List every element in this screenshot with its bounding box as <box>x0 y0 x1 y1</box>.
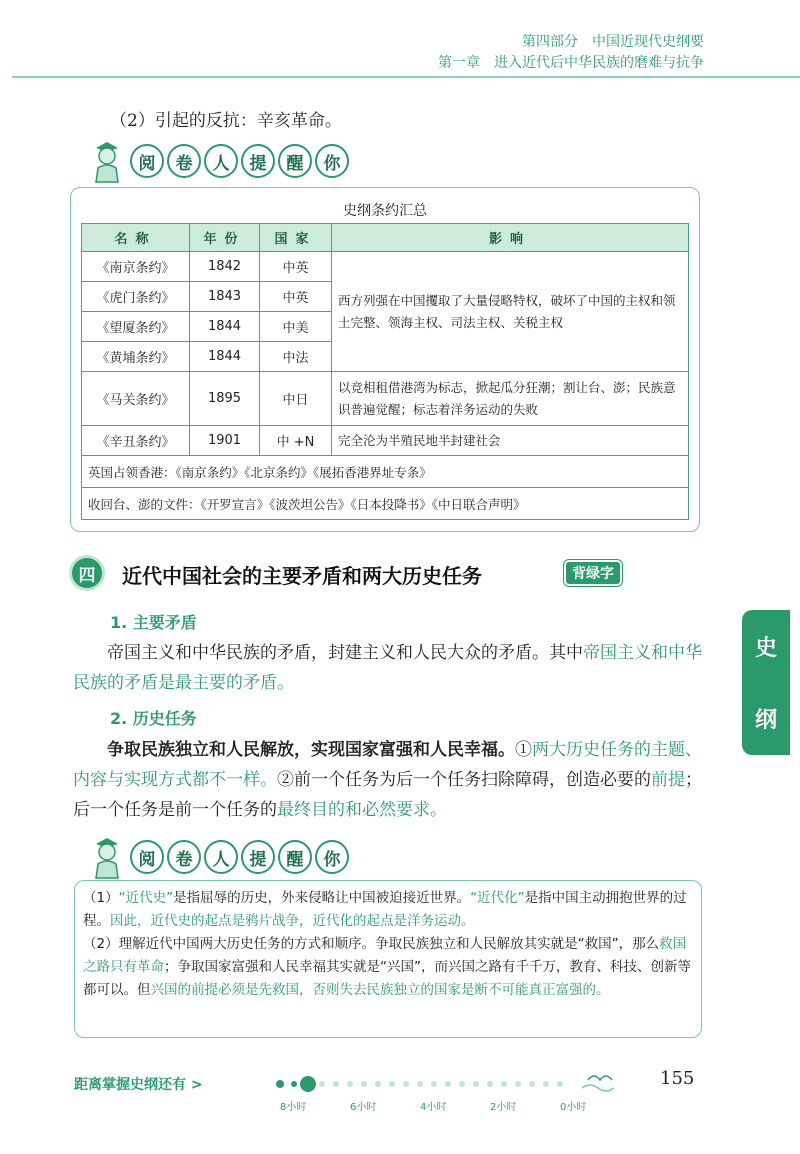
highlight-text: “近代史” <box>118 890 174 906</box>
reminder-char: 阅 <box>130 144 164 178</box>
progress-dot <box>487 1081 493 1087</box>
section-title: 近代中国社会的主要矛盾和两大历史任务 <box>122 564 482 588</box>
treaty-year: 1842 <box>190 252 260 282</box>
note-text: 是指中国主动拥抱世界的过程。 <box>83 890 687 929</box>
subject-side-tab <box>742 610 790 755</box>
treaty-year: 1901 <box>190 426 260 456</box>
highlight-text: 前提 <box>651 770 685 790</box>
treaty-country: 中 +N <box>260 426 332 456</box>
highlight-text: 因此，近代史的起点是鸦片战争，近代化的起点是洋务运动。 <box>110 913 475 929</box>
highlight-text: 帝国主义和中华民族的矛盾是最主要的矛盾。 <box>73 643 702 693</box>
reminder-char: 醒 <box>278 840 312 874</box>
progress-dot <box>515 1081 521 1087</box>
progress-dot <box>347 1081 353 1087</box>
paragraph-text: ②前一个任务为后一个任务扫除障碍，创造必要的 <box>277 770 651 790</box>
treaty-name: 《马关条约》 <box>82 372 190 426</box>
paragraph-text: 帝国主义和中华民族的矛盾，封建主义和人民大众的矛盾。其中 <box>107 643 583 663</box>
treaty-impact: 完全沦为半殖民地半封建社会 <box>332 426 689 456</box>
header-rule <box>12 76 800 78</box>
progress-dot <box>529 1081 535 1087</box>
memorize-green-tag: 背绿字 <box>566 562 620 584</box>
flying-bird-icon <box>588 1076 612 1080</box>
treaty-table <box>81 223 689 520</box>
treaty-name: 《辛丑条约》 <box>82 426 190 456</box>
treaty-country: 中日 <box>260 372 332 426</box>
reminder-char: 你 <box>315 144 349 178</box>
reminder-badge <box>90 834 349 880</box>
reminder-badge <box>90 138 349 184</box>
treaty-year: 1844 <box>190 342 260 372</box>
progress-time-label: 6小时 <box>350 1102 377 1113</box>
progress-dot <box>543 1081 549 1087</box>
reminder-char: 你 <box>315 840 349 874</box>
note-text: 是指屈辱的历史，外来侵略让中国被迫接近世界。 <box>173 890 471 906</box>
header-chapter: 第一章 进入近代后中华民族的磨难与抗争 <box>438 55 704 71</box>
progress-time-label: 0小时 <box>560 1102 587 1113</box>
reading-girl-icon <box>90 834 124 880</box>
progress-dot <box>431 1081 437 1087</box>
note-paragraph-1 <box>83 887 693 933</box>
wave-icon <box>582 1085 614 1091</box>
treaty-year: 1844 <box>190 312 260 342</box>
highlight-text: 兴国的前提必须是先救国，否则失去民族独立的国家是断不可能真正富强的。 <box>150 982 610 998</box>
progress-dot <box>319 1081 325 1087</box>
progress-dot <box>557 1081 563 1087</box>
progress-dot <box>459 1081 465 1087</box>
side-tab-char: 纲 <box>754 708 777 734</box>
progress-time-label: 8小时 <box>280 1102 307 1113</box>
table-header-row <box>82 224 689 252</box>
subheading-historical-tasks: 2. 历史任务 <box>110 709 197 728</box>
treaty-country: 中法 <box>260 342 332 372</box>
progress-dot <box>291 1081 297 1087</box>
progress-dot <box>445 1081 451 1087</box>
progress-dot <box>473 1081 479 1087</box>
paragraph-text: ；后一个任务是前一个任务的 <box>73 770 702 820</box>
progress-dot <box>389 1081 395 1087</box>
reminder-char: 阅 <box>130 840 164 874</box>
progress-dot <box>417 1081 423 1087</box>
treaty-country: 中英 <box>260 252 332 282</box>
treaty-impact: 以竞相租借港湾为标志，掀起瓜分狂潮；割让台、澎；民族意识普遍觉醒；标志着洋务运动的失败 <box>332 372 689 426</box>
bold-text: 争取民族独立和人民解放，实现国家富强和人民幸福。 <box>107 740 515 760</box>
treaty-name: 《望厦条约》 <box>82 312 190 342</box>
progress-time-label: 4小时 <box>420 1102 447 1113</box>
page-number: 155 <box>660 1068 695 1089</box>
section-number: 四 <box>72 558 102 588</box>
treaty-name: 《虎门条约》 <box>82 282 190 312</box>
side-tab-char: 史 <box>754 635 777 661</box>
treaty-year: 1843 <box>190 282 260 312</box>
table-note-row <box>82 488 689 520</box>
treaty-table-title: 史纲条约汇总 <box>343 203 427 219</box>
table-row <box>82 372 689 426</box>
progress-dot <box>403 1081 409 1087</box>
note-text: （1） <box>83 890 119 906</box>
taiwan-note: 收回台、澎的文件：《开罗宣言》《波茨坦公告》《日本投降书》《中日联合声明》 <box>82 488 689 520</box>
note-text: （2）理解近代中国两大历史任务的方式和顺序。争取民族独立和人民解放其实就是“救国”，那么 <box>83 936 660 952</box>
reading-girl-icon <box>90 138 124 184</box>
progress-dot <box>333 1081 339 1087</box>
progress-marker <box>300 1076 316 1092</box>
progress-track <box>270 1066 630 1126</box>
note-text: ；争取国家富强和人民幸福其实就是“兴国”，而兴国之路有千千万，教育、科技、创新等都可以。但 <box>83 959 691 998</box>
progress-time-label: 2小时 <box>490 1102 517 1113</box>
running-header <box>438 32 704 74</box>
paragraph-text: ① <box>515 740 532 760</box>
resistance-line: （2）引起的反抗：辛亥革命。 <box>110 111 342 131</box>
highlight-text: 救国之路只有革命 <box>83 936 687 975</box>
treaty-summary-box <box>70 187 700 532</box>
treaty-impact: 西方列强在中国攫取了大量侵略特权，破坏了中国的主权和领土完整、领海主权、司法主权、关税主权 <box>332 252 689 372</box>
treaty-name: 《黄埔条约》 <box>82 342 190 372</box>
column-header: 名称 <box>82 224 190 252</box>
treaty-year: 1895 <box>190 372 260 426</box>
paragraph-historical-tasks <box>73 735 703 825</box>
treaty-country: 中美 <box>260 312 332 342</box>
highlight-text: 最终目的和必然要求。 <box>277 800 447 820</box>
column-header: 影响 <box>332 224 689 252</box>
reminder-char: 提 <box>241 840 275 874</box>
treaty-country: 中英 <box>260 282 332 312</box>
reminder-char: 卷 <box>167 840 201 874</box>
header-part: 第四部分 中国近现代史纲要 <box>522 34 704 50</box>
paragraph-main-contradiction <box>73 638 703 698</box>
progress-dot <box>501 1081 507 1087</box>
progress-dot <box>361 1081 367 1087</box>
table-row <box>82 426 689 456</box>
highlight-text: 两大历史任务的主题、内容与实现方式都不一样。 <box>73 740 702 790</box>
highlight-text: “近代化” <box>470 890 525 906</box>
note-paragraph-2 <box>83 933 693 1002</box>
reminder-char: 人 <box>204 840 238 874</box>
hongkong-note: 英国占领香港：《南京条约》《北京条约》《展拓香港界址专条》 <box>82 456 689 488</box>
progress-dot <box>375 1081 381 1087</box>
reminder-char: 卷 <box>167 144 201 178</box>
reminder-char: 提 <box>241 144 275 178</box>
column-header: 年份 <box>190 224 260 252</box>
table-row <box>82 252 689 282</box>
subheading-main-contradiction: 1. 主要矛盾 <box>110 613 197 632</box>
reminder-char: 人 <box>204 144 238 178</box>
table-note-row <box>82 456 689 488</box>
treaty-name: 《南京条约》 <box>82 252 190 282</box>
progress-dot <box>276 1080 284 1088</box>
reminder-char: 醒 <box>278 144 312 178</box>
column-header: 国家 <box>260 224 332 252</box>
progress-label: 距离掌握史纲还有 > <box>74 1077 203 1093</box>
reminder-notes-box <box>74 880 702 1038</box>
